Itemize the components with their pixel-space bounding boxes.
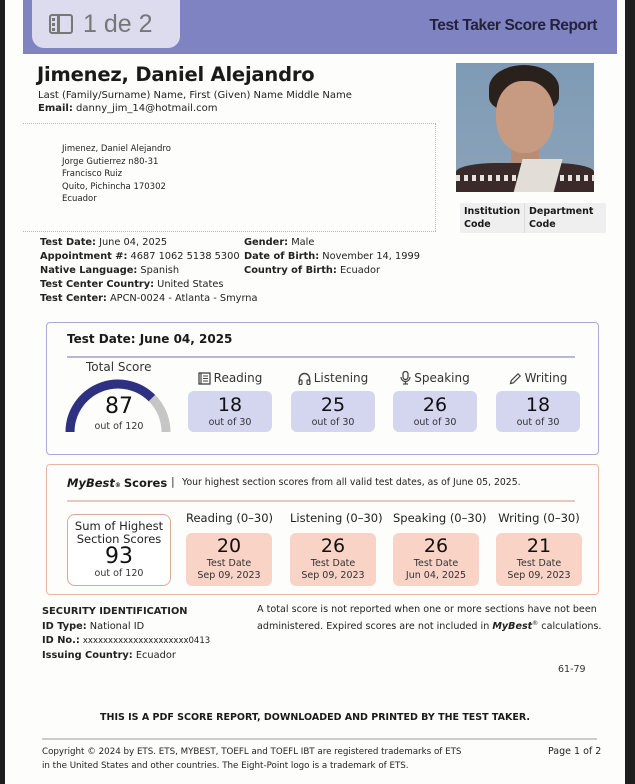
date-of-birth-row: Date of Birth: November 14, 1999 <box>244 251 420 262</box>
mybest-description: Your highest section scores from all valid test dates, as of June 05, 2025. <box>182 477 521 488</box>
section-test-date: Sep 09, 2023 <box>197 570 261 581</box>
book-icon <box>198 372 211 385</box>
section-name: Listening <box>313 371 369 385</box>
address-line: Jimenez, Daniel Alejandro <box>62 144 171 154</box>
score-tile: 26 Test Date Jun 04, 2025 <box>393 533 479 586</box>
security-identification <box>42 605 210 663</box>
total-score-value: 87 <box>105 394 133 419</box>
score-tile <box>393 391 477 432</box>
test-details-right <box>244 236 420 278</box>
section-speaking <box>393 367 477 432</box>
panel-divider <box>67 356 575 358</box>
section-writing <box>496 367 580 432</box>
email-label: Email: <box>38 103 73 114</box>
section-max: out of 30 <box>413 417 457 428</box>
section-score: 26 <box>422 394 448 416</box>
test-center-row: Test Center: APCN-0024 - Atlanta - Smyrna <box>40 293 258 304</box>
section-reading <box>188 367 272 432</box>
section-score: 18 <box>525 394 551 416</box>
mybest-writing <box>496 508 582 586</box>
total-score-max: out of 120 <box>94 421 144 432</box>
copyright-text: Copyright © 2024 by ETS. ETS, MYBEST, TOEFL and TOEFL IBT are registered trademarks of ETS in the United States and other countries. The Eight-Point logo is a trademark of ETS. <box>42 747 462 771</box>
sum-score-value: 93 <box>105 544 133 569</box>
section-name: Listening (0–30) <box>290 511 383 525</box>
dotted-divider <box>23 123 436 124</box>
email-value: danny_jim_14@hotmail.com <box>76 103 218 114</box>
issuing-country-row: Issuing Country: Ecuador <box>42 649 176 661</box>
page-indicator-button[interactable] <box>32 0 180 48</box>
section-name: Reading <box>213 371 263 385</box>
score-tile: 26 Test Date Sep 09, 2023 <box>290 533 376 586</box>
native-language-row: Native Language: Spanish <box>40 265 180 276</box>
mybest-title: MyBest $_®$ Scores <box>67 476 168 490</box>
pencil-icon <box>509 372 522 385</box>
candidate-name: Jimenez, Daniel Alejandro <box>37 63 315 86</box>
section-score: 21 <box>526 535 552 557</box>
mybest-speaking <box>393 508 487 586</box>
address-line: Francisco Ruiz <box>62 169 123 179</box>
gender-row: Gender: Male <box>244 237 315 248</box>
report-title: Test Taker Score Report <box>429 17 597 34</box>
dotted-divider <box>23 231 436 232</box>
score-tile: 20 Test Date Sep 09, 2023 <box>186 533 272 586</box>
department-code-label: Department Code <box>529 206 594 230</box>
institution-code-label: Institution Code <box>460 203 525 233</box>
security-title: SECURITY IDENTIFICATION <box>42 606 188 617</box>
score-tile: 21 Test Date Sep 09, 2023 <box>496 533 582 586</box>
mybest-scores-panel <box>46 464 599 595</box>
appointment-row: Appointment #: 4687 1062 5138 5300 <box>40 251 240 262</box>
title-separator: | <box>171 475 175 488</box>
pdf-notice: THIS IS A PDF SCORE REPORT, DOWNLOADED AND PRINTED BY THE TEST TAKER. <box>100 712 530 723</box>
section-test-date: Sep 09, 2023 <box>301 570 365 581</box>
address-line: Jorge Gutierrez n80-31 <box>62 156 159 167</box>
id-number-row: ID No.: xxxxxxxxxxxxxxxxxxxxx0413 <box>42 635 211 646</box>
page-number: Page 1 of 2 <box>548 746 602 757</box>
page-indicator-text: 1 de 2 <box>83 9 153 38</box>
microphone-icon <box>400 371 411 385</box>
section-max: out of 30 <box>311 417 355 428</box>
section-name: Speaking (0–30) <box>393 511 487 525</box>
section-name: Writing (0–30) <box>498 511 580 525</box>
current-scores-panel <box>46 322 599 455</box>
section-max: out of 30 <box>208 417 252 428</box>
sum-of-highest-scores: Sum of Highest Section Scores 93 out of 120 <box>67 514 171 586</box>
section-test-date: Sep 09, 2023 <box>507 570 571 581</box>
section-score: 26 <box>423 535 449 557</box>
candidate-email <box>38 103 217 114</box>
section-test-date: Jun 04, 2025 <box>405 570 467 581</box>
test-center-country-row: Test Center Country: United States <box>40 279 224 290</box>
candidate-photo <box>456 63 594 192</box>
institution-department-codes <box>460 203 606 233</box>
sum-score-max: out of 120 <box>94 568 144 579</box>
section-max: out of 30 <box>516 417 560 428</box>
section-score: 26 <box>320 535 346 557</box>
name-format-hint: Last (Family/Surname) Name, First (Given) Name Middle Name <box>38 90 352 101</box>
test-details-left <box>40 236 258 306</box>
section-name: Speaking <box>414 371 470 385</box>
score-tile <box>188 391 272 432</box>
footer-divider <box>42 738 597 740</box>
score-note: A total score is not reported when one or more sections have not been administered. Expired scores are not included in MyBest® calculations. <box>257 604 602 633</box>
section-name: Reading (0–30) <box>186 511 274 525</box>
section-name: Writing <box>524 371 568 385</box>
country-of-birth-row: Country of Birth: Ecuador <box>244 265 380 276</box>
mybest-reading <box>186 508 272 586</box>
section-listening <box>291 367 375 432</box>
section-score: 20 <box>216 535 242 557</box>
id-type-row: ID Type: National ID <box>42 620 145 632</box>
headphones-icon <box>298 372 311 385</box>
score-tile <box>496 391 580 432</box>
sidebar-toggle-icon <box>49 14 73 34</box>
score-tile <box>291 391 375 432</box>
mailing-address <box>62 143 171 206</box>
form-code: 61-79 <box>558 664 586 675</box>
dotted-divider <box>435 123 436 231</box>
address-line: Ecuador <box>62 194 97 204</box>
address-line: Quito, Pichincha 170302 <box>62 181 166 192</box>
score-report-page <box>5 0 625 784</box>
total-score-label: Total Score <box>86 360 152 374</box>
panel-divider <box>67 500 575 502</box>
test-date-row: Test Date: June 04, 2025 <box>40 237 168 248</box>
mybest-listening <box>290 508 383 586</box>
current-scores-title: Test Date: June 04, 2025 <box>67 332 233 346</box>
section-score: 25 <box>320 394 346 416</box>
section-score: 18 <box>217 394 243 416</box>
